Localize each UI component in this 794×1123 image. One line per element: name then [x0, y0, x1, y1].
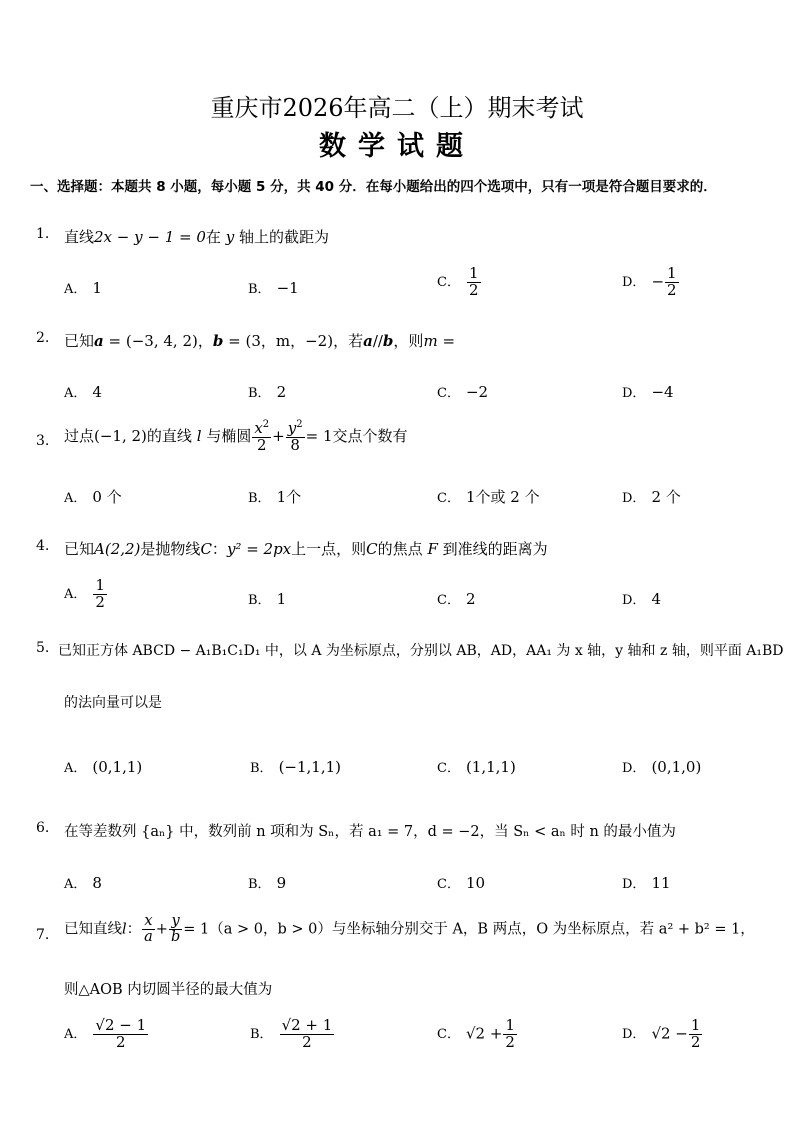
- exam-subtitle: 数学试题: [319, 131, 475, 162]
- option-c[interactable]: C． −2: [437, 383, 489, 401]
- option-b[interactable]: B． 2: [248, 383, 287, 401]
- option-b[interactable]: B． (−1,1,1): [250, 758, 342, 776]
- question-number: 4.: [36, 538, 50, 554]
- question-text: 在等差数列 {aₙ} 中，数列前 n 项和为 Sₙ，若 a₁ = 7，d = −2，当 Sₙ < aₙ 时 n 的最小值为: [64, 824, 676, 840]
- question-text: 直线2x − y − 1 = 0在 y 轴上的截距为: [64, 228, 329, 246]
- question-6: [0, 820, 794, 844]
- option-c[interactable]: C． 2: [437, 590, 476, 608]
- question-4: [0, 538, 794, 562]
- option-c[interactable]: C． (1,1,1): [437, 758, 516, 776]
- question-text: 已知直线l： $\frac{x}{a}$ + $\frac{y}{b}$ = 1（a > 0，b > 0）与坐标轴分别交于 A，B 两点，O 为坐标原点，若 a² + b² = 1，: [64, 913, 755, 946]
- question-2: [0, 330, 794, 354]
- option-d[interactable]: D． (0,1,0): [622, 758, 702, 776]
- section-heading: 一、选择题：本题共 8 小题，每小题 5 分，共 40 分．在每小题给出的四个选项中，只有一项是符合题目要求的．: [30, 179, 717, 195]
- option-d[interactable]: D． − $\frac{1}{2}$: [622, 264, 677, 299]
- option-c[interactable]: C． 10: [437, 874, 486, 892]
- question-5-line2: 的法向量可以是: [64, 695, 162, 711]
- question-number: 6.: [36, 820, 50, 836]
- option-c[interactable]: C． 1个或 2 个: [437, 488, 540, 506]
- question-number: 2.: [36, 330, 50, 346]
- option-a[interactable]: A． 8: [64, 874, 102, 892]
- option-b[interactable]: B． 9: [248, 874, 287, 892]
- question-text: 过点(−1, 2)的直线 l 与椭圆 $\frac{x^2}{2}$ + $\frac{y^2}{8}$ = 1交点个数有: [64, 419, 408, 454]
- option-b[interactable]: B． −1: [248, 279, 299, 297]
- option-a[interactable]: A． 0 个: [64, 488, 122, 506]
- option-d[interactable]: D． −4: [622, 383, 674, 401]
- question-3: [0, 420, 794, 466]
- option-d[interactable]: D． √2 − $\frac{1}{2}$: [622, 1016, 701, 1051]
- option-a[interactable]: A． 1: [64, 279, 102, 297]
- question-text: 已知a = (−3, 4, 2)，b = (3，m，−2)，若a//b，则m =: [64, 332, 456, 350]
- question-number: 5.: [36, 640, 50, 656]
- option-d[interactable]: D． 2 个: [622, 488, 681, 506]
- option-d[interactable]: D． 11: [622, 874, 671, 892]
- question-number: 3.: [36, 433, 50, 449]
- question-1: [0, 226, 794, 250]
- option-b[interactable]: B． $\frac{√2 + 1}{2}$: [250, 1016, 333, 1051]
- option-a[interactable]: A． $\frac{√2 - 1}{2}$: [64, 1016, 147, 1051]
- question-number: 7.: [36, 927, 50, 943]
- option-a[interactable]: A． 4: [64, 383, 102, 401]
- option-c[interactable]: C． √2 + $\frac{1}{2}$: [437, 1016, 515, 1051]
- option-b[interactable]: B． 1: [248, 590, 287, 608]
- option-d[interactable]: D． 4: [622, 590, 661, 608]
- question-7-line2: 则△AOB 内切圆半径的最大值为: [64, 982, 273, 998]
- question-number: 1.: [36, 226, 50, 242]
- option-a[interactable]: A． (0,1,1): [64, 758, 143, 776]
- question-text: 已知A(2,2)是抛物线C：y² = 2px上一点，则C的焦点 F 到准线的距离为: [64, 540, 548, 558]
- question-7: [0, 914, 794, 960]
- option-a[interactable]: A． $\frac{1}{2}$: [64, 576, 105, 611]
- option-c[interactable]: C． $\frac{1}{2}$: [437, 264, 479, 299]
- question-text: 已知正方体 ABCD − A₁B₁C₁D₁ 中，以 A 为坐标原点，分别以 AB，AD，AA₁ 为 x 轴，y 轴和 z 轴，则平面 A₁BD: [58, 643, 784, 659]
- exam-title: 重庆市2026年高二（上）期末考试: [210, 94, 584, 122]
- option-b[interactable]: B． 1个: [248, 488, 302, 506]
- question-5: [0, 640, 794, 664]
